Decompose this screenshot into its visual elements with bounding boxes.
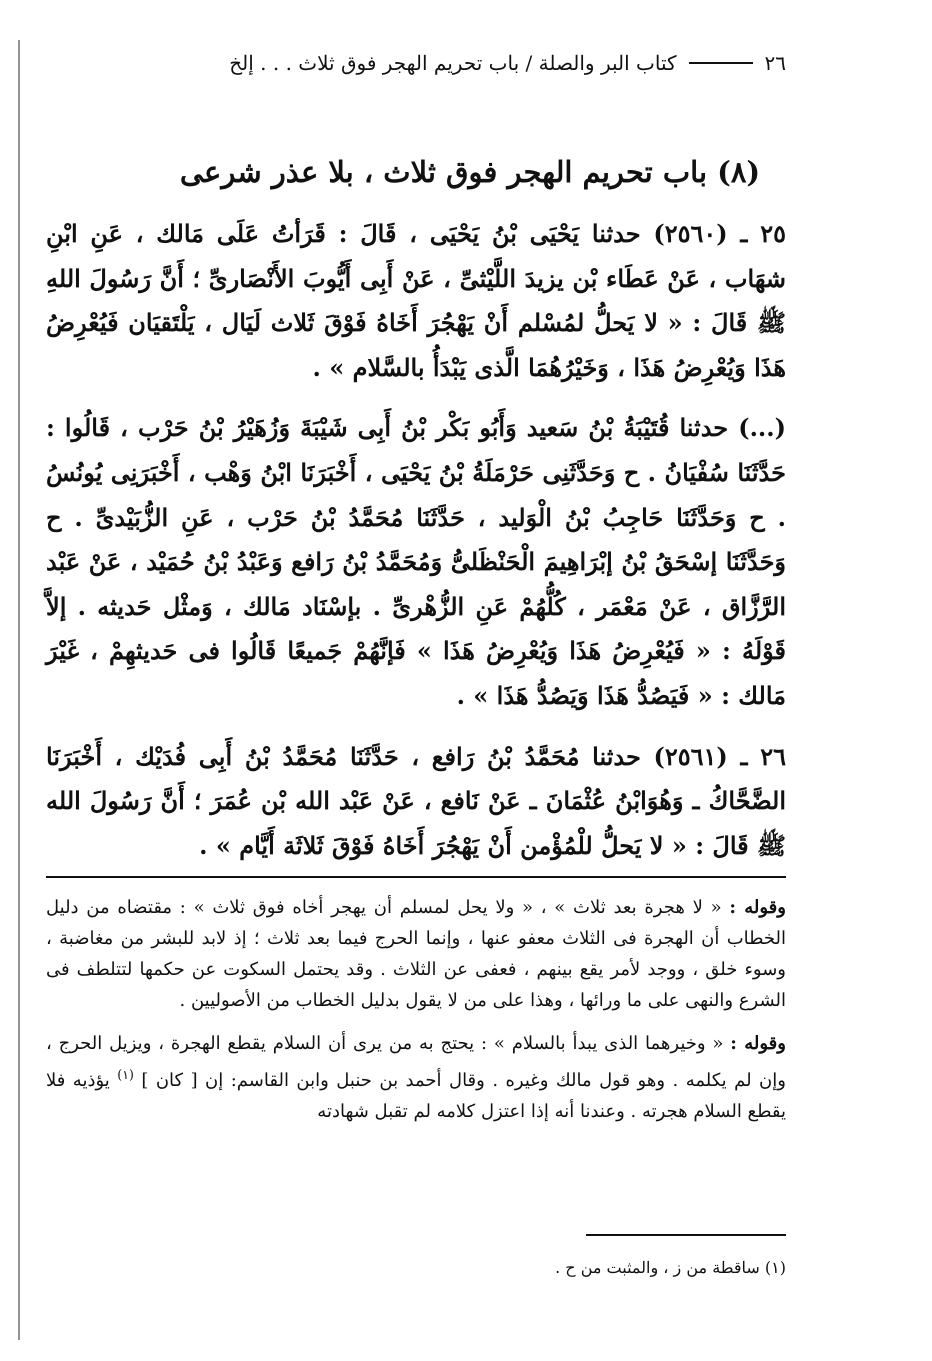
hadith-26 [46, 735, 786, 869]
hadith-25-number: ٢٥ ـ [740, 219, 786, 248]
commentary-lead: وقوله : [730, 1033, 786, 1054]
running-header [24, 46, 786, 80]
chapter-title: (٨) باب تحريم الهجر فوق ثلاث ، بلا عذر شرعى [179, 155, 761, 189]
binding-edge-line [18, 40, 20, 1340]
hadith-26-text: (٢٥٦١) حدثنا مُحَمَّدُ بْنُ رَافع ، حَدَّثَنَا مُحَمَّدُ بْنُ أَبِى فُدَيْك ، أَخْبَرَنَا الضَّحَّاكُ ـ وَهُوَابْنُ عُثْمَانَ ـ عَنْ نَافع ، عَنْ عَبْد الله بْن عُمَرَ ؛ أَنَّ رَسُولَ الله ﷺ قَالَ : « لا يَحلُّ للْمُؤْمن أَنْ يَهْجُرَ أَخَاهُ فَوْقَ ثَلاثَة أَيَّام » . [46, 741, 786, 860]
hadith-text [46, 212, 786, 868]
commentary-text: « لا هجرة بعد ثلاث » ، « ولا يحل لمسلم أن يهجر أخاه فوق ثلاث » : مقتضاه من دليل الخطاب أن الهجرة فى الثلاث معفو عنها ، وإنما الحرج فيما بعد ثلاث ؛ إذ لابد للبشر من مغاضبة ، وسوء خلق ، ووجد لأمر يقع بينهم ، فعفى عن الثلاث . وقد يحتمل السكوت عن حكمها لتتلطف فى الشرع والنهى على ما ورائها ، وهذا على من لا يقول بدليل الخطاب من الأصوليين . [46, 897, 786, 1011]
footnote: (١) ساقطة من ز ، والمثبت من ح . [555, 1258, 786, 1277]
commentary-paragraph-1 [46, 892, 786, 1016]
commentary-lead: وقوله : [729, 897, 786, 918]
commentary-paragraph-2 [46, 1028, 786, 1127]
hadith-25 [46, 212, 786, 390]
commentary [46, 892, 786, 1127]
hadith-25-text: (٢٥٦٠) حدثنا يَحْيَى بْنُ يَحْيَى ، قَالَ : قَرَأتُ عَلَى مَالك ، عَنِ ابْنِ شهَاب ، عَنْ عَطَاء بْن يزيدَ اللَّيْثىِّ ، عَنْ أَبِى أَيُّوبَ الأَنْصَارىِّ ؛ أَنَّ رَسُولَ اللهِ ﷺ قَالَ : « لا يَحلُّ لمُسْلم أَنْ يَهْجُرَ أَخَاهُ فَوْقَ ثَلاث لَيَال ، يَلْتَقيَان فَيُعْرِضُ هَذَا وَيُعْرِضُ هَذَا ، وَخَيْرُهُمَا الَّذى يَبْدَأُ بالسَّلام » . [46, 219, 786, 382]
page-number: ٢٦ [764, 51, 786, 75]
footnote-divider [586, 1234, 786, 1236]
hadith-26-number: ٢٦ ـ [740, 741, 786, 771]
commentary-text: « وخيرهما الذى يبدأ بالسلام » : يحتج به من يرى أن السلام يقطع الهجرة ، ويزيل الحرج ، وإن لم يكلمه . وهو قول مالك وغيره . وقال أحمد بن حنبل وابن القاسم: إن [ كان ] [46, 1033, 786, 1091]
footnote-reference: (١) [117, 1067, 134, 1082]
hadith-25-chain: (...) حدثنا قُتَيْبَةُ بْنُ سَعيد وَأَبُو بَكْر بْنُ أَبِى شَيْبَةَ وَزُهَيْرُ بْنُ حَرْب ، قَالُوا : حَدَّثَنَا سُفْيَانُ . ح وَحَدَّثَنِى حَرْمَلَةُ بْنُ يَحْيَى ، أَخْبَرَنَا ابْنُ وَهْب ، أَخْبَرَنِى يُونُسُ . ح وَحَدَّثَنَا حَاجِبُ بْنُ الْوَليد ، حَدَّثَنَا مُحَمَّدُ بْنُ حَرْب ، عَنِ الزُّبَيْدىِّ . ح وَحَدَّثَنَا إسْحَقُ بْنُ إبْرَاهِيمَ الْحَنْظَلىُّ وَمُحَمَّدُ بْنُ رَافع وَعَبْدُ بْنُ حُمَيْد ، عَنْ عَبْد الرَّزَّاق ، عَنْ مَعْمَر ، كُلُّهُمْ عَنِ الزُّهْرىِّ . بإسْنَاد مَالك ، وَمثْل حَديثه . إلاَّ قَوْلَهُ : « فَيُعْرِضُ هَذَا وَيُعْرِضُ هَذَا » فَإنَّهُمْ جَميعًا قَالُوا فى حَديثهِمْ ، غَيْرَ مَالك : « فَيَصُدُّ هَذَا وَيَصُدُّ هَذَا » . [46, 413, 787, 710]
header-rule [689, 62, 753, 64]
running-title: كتاب البر والصلة / باب تحريم الهجر فوق ثلاث . . . إلخ [229, 51, 677, 75]
commentary-divider [46, 876, 786, 878]
commentary-text-continued: يؤذيه فلا يقطع السلام هجرته . وعندنا أنه إذا اعتزل كلامه لم تقبل شهادته [46, 1070, 786, 1122]
